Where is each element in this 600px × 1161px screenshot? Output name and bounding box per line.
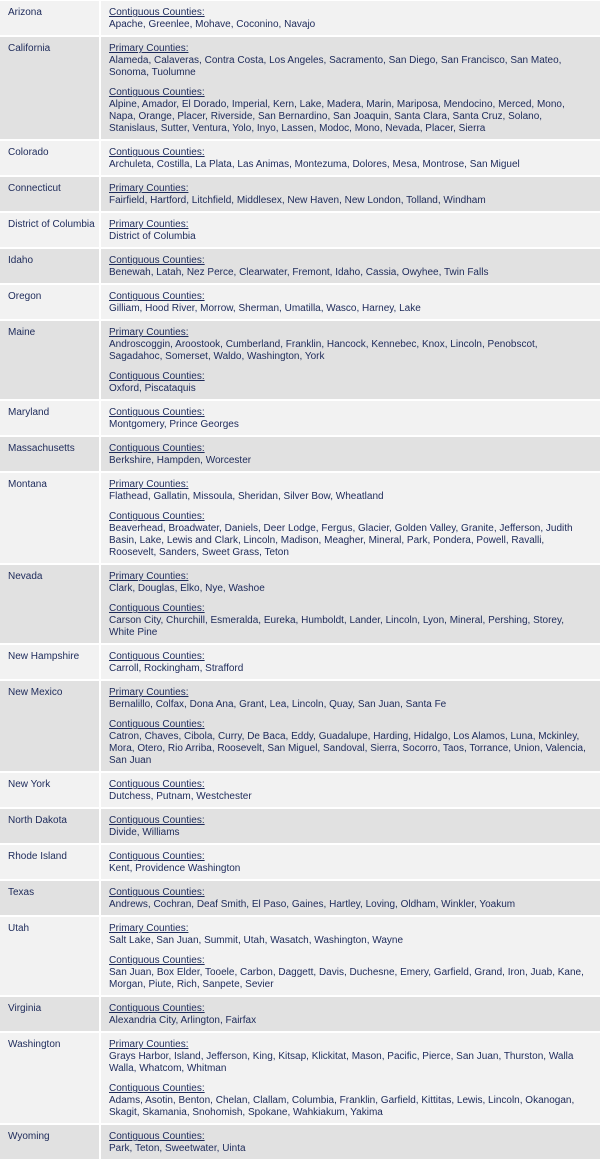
state-name: New Mexico (0, 681, 101, 771)
county-cell (101, 321, 600, 399)
county-group-label: Contiguous Counties: (109, 719, 205, 730)
state-name: Nevada (0, 565, 101, 643)
county-group (109, 291, 592, 315)
county-group (109, 571, 592, 595)
county-group-label: Contiguous Counties: (109, 955, 205, 966)
county-group (109, 1083, 592, 1119)
table-row (0, 681, 600, 773)
county-cell (101, 1033, 600, 1123)
county-list: Kent, Providence Washington (109, 863, 241, 874)
table-row (0, 809, 600, 845)
county-group (109, 955, 592, 991)
table-row (0, 1, 600, 37)
county-group-label: Contiguous Counties: (109, 371, 205, 382)
county-group-label: Contiguous Counties: (109, 851, 205, 862)
county-cell (101, 645, 600, 679)
state-name: Oregon (0, 285, 101, 319)
county-group-label: Contiguous Counties: (109, 511, 205, 522)
county-cell (101, 881, 600, 915)
county-group-label: Primary Counties: (109, 687, 189, 698)
county-list: Park, Teton, Sweetwater, Uinta (109, 1143, 246, 1154)
county-list: District of Columbia (109, 231, 196, 242)
table-row (0, 141, 600, 177)
county-list: Bernalillo, Colfax, Dona Ana, Grant, Lea, Lincoln, Quay, San Juan, Santa Fe (109, 699, 447, 710)
county-list: San Juan, Box Elder, Tooele, Carbon, Daggett, Davis, Duchesne, Emery, Garfield, Grand, Iron, Juab, Kane, Morgan, Piute, Rich, Sanpete, Sevier (109, 967, 584, 990)
county-group (109, 147, 592, 171)
county-cell (101, 681, 600, 771)
table-row (0, 1125, 600, 1161)
county-group (109, 443, 592, 467)
table-row (0, 401, 600, 437)
county-list: Divide, Williams (109, 827, 180, 838)
state-name: Rhode Island (0, 845, 101, 879)
county-group-label: Primary Counties: (109, 183, 189, 194)
state-name: Arizona (0, 1, 101, 35)
county-cell (101, 437, 600, 471)
county-group (109, 719, 592, 767)
county-list: Carson City, Churchill, Esmeralda, Eureka, Humboldt, Lander, Lincoln, Lyon, Mineral, Pershing, Storey, White Pine (109, 615, 565, 638)
county-group-label: Contiguous Counties: (109, 603, 205, 614)
county-group (109, 851, 592, 875)
county-cell (101, 1125, 600, 1159)
county-group-label: Primary Counties: (109, 219, 189, 230)
county-cell (101, 141, 600, 175)
state-name: Wyoming (0, 1125, 101, 1159)
county-list: Dutchess, Putnam, Westchester (109, 791, 252, 802)
county-group (109, 407, 592, 431)
county-group (109, 815, 592, 839)
county-list: Oxford, Piscataquis (109, 383, 196, 394)
county-cell (101, 997, 600, 1031)
county-list: Beaverhead, Broadwater, Daniels, Deer Lodge, Fergus, Glacier, Golden Valley, Granite, Jefferson, Judith Basin, Lake, Lewis and Clark, Lincoln, Madison, Meagher, Mineral, Park, Pondera, Powell, Ravalli, Roosevelt, Sanders, Sweet Grass, Teton (109, 523, 573, 558)
county-cell (101, 773, 600, 807)
county-group (109, 327, 592, 363)
county-group-label: Primary Counties: (109, 1039, 189, 1050)
state-name: Virginia (0, 997, 101, 1031)
county-list: Carroll, Rockingham, Strafford (109, 663, 244, 674)
table-row (0, 845, 600, 881)
county-list: Andrews, Cochran, Deaf Smith, El Paso, Gaines, Hartley, Loving, Oldham, Winkler, Yoakum (109, 899, 516, 910)
state-name: Montana (0, 473, 101, 563)
table-row (0, 773, 600, 809)
county-list: Clark, Douglas, Elko, Nye, Washoe (109, 583, 265, 594)
county-list: Archuleta, Costilla, La Plata, Las Animas, Montezuma, Dolores, Mesa, Montrose, San Miguel (109, 159, 520, 170)
state-name: New York (0, 773, 101, 807)
county-list: Benewah, Latah, Nez Perce, Clearwater, Fremont, Idaho, Cassia, Owyhee, Twin Falls (109, 267, 489, 278)
county-cell (101, 1, 600, 35)
county-group (109, 687, 592, 711)
county-group-label: Contiguous Counties: (109, 1083, 205, 1094)
state-name: North Dakota (0, 809, 101, 843)
state-name: Massachusetts (0, 437, 101, 471)
table-row (0, 321, 600, 401)
table-row (0, 645, 600, 681)
county-list: Alpine, Amador, El Dorado, Imperial, Kern, Lake, Madera, Marin, Mariposa, Mendocino, Merced, Mono, Napa, Orange, Placer, Riverside, San Bernardino, San Joaquin, Santa Clara, Santa Cruz, Solano, Stanislaus, Sutter, Ventura, Yolo, Inyo, Lassen, Modoc, Mono, Nevada, Placer, Sierra (109, 99, 565, 134)
state-name: California (0, 37, 101, 139)
state-name: District of Columbia (0, 213, 101, 247)
county-group-label: Contiguous Counties: (109, 651, 205, 662)
county-group (109, 371, 592, 395)
state-name: Connecticut (0, 177, 101, 211)
county-group (109, 7, 592, 31)
table-row (0, 177, 600, 213)
county-group (109, 923, 592, 947)
county-list: Alameda, Calaveras, Contra Costa, Los Angeles, Sacramento, San Diego, San Francisco, San Mateo, Sonoma, Tuolumne (109, 55, 562, 78)
table-row (0, 249, 600, 285)
county-cell (101, 845, 600, 879)
county-list: Androscoggin, Aroostook, Cumberland, Franklin, Hancock, Kennebec, Knox, Lincoln, Penobscot, Sagadahoc, Somerset, Waldo, Washington, York (109, 339, 538, 362)
county-list: Salt Lake, San Juan, Summit, Utah, Wasatch, Washington, Wayne (109, 935, 404, 946)
county-group (109, 1131, 592, 1155)
county-group (109, 255, 592, 279)
county-cell (101, 565, 600, 643)
county-group (109, 779, 592, 803)
county-group-label: Contiguous Counties: (109, 291, 205, 302)
county-group-label: Contiguous Counties: (109, 7, 205, 18)
county-cell (101, 401, 600, 435)
state-name: New Hampshire (0, 645, 101, 679)
county-list: Catron, Chaves, Cibola, Curry, De Baca, Eddy, Guadalupe, Harding, Hidalgo, Los Alamos, Luna, Mckinley, Mora, Otero, Rio Arriba, Roosevelt, San Miguel, Sandoval, Sierra, Socorro, Taos, Torrance, Union, Valencia, San Juan (109, 731, 586, 766)
county-group (109, 511, 592, 559)
county-group-label: Primary Counties: (109, 479, 189, 490)
county-group (109, 1039, 592, 1075)
county-cell (101, 473, 600, 563)
state-name: Texas (0, 881, 101, 915)
state-name: Utah (0, 917, 101, 995)
table-row (0, 881, 600, 917)
table-row (0, 565, 600, 645)
county-list: Adams, Asotin, Benton, Chelan, Clallam, Columbia, Franklin, Garfield, Kittitas, Lewis, Lincoln, Okanogan, Skagit, Skamania, Snohomish, Spokane, Wahkiakum, Yakima (109, 1095, 575, 1118)
county-group (109, 603, 592, 639)
table-row (0, 437, 600, 473)
county-group-label: Contiguous Counties: (109, 443, 205, 454)
county-list: Gilliam, Hood River, Morrow, Sherman, Umatilla, Wasco, Harney, Lake (109, 303, 421, 314)
county-cell (101, 37, 600, 139)
county-group (109, 1003, 592, 1027)
state-name: Colorado (0, 141, 101, 175)
county-group-label: Contiguous Counties: (109, 147, 205, 158)
county-list: Apache, Greenlee, Mohave, Coconino, Navajo (109, 19, 316, 30)
county-cell (101, 917, 600, 995)
county-list: Berkshire, Hampden, Worcester (109, 455, 252, 466)
county-group-label: Contiguous Counties: (109, 1003, 205, 1014)
county-group (109, 43, 592, 79)
county-group-label: Contiguous Counties: (109, 815, 205, 826)
table-row (0, 917, 600, 997)
county-group-label: Contiguous Counties: (109, 255, 205, 266)
county-group-label: Contiguous Counties: (109, 1131, 205, 1142)
state-name: Maine (0, 321, 101, 399)
table-row (0, 37, 600, 141)
county-group (109, 651, 592, 675)
county-group (109, 219, 592, 243)
state-name: Washington (0, 1033, 101, 1123)
county-cell (101, 177, 600, 211)
county-group-label: Contiguous Counties: (109, 887, 205, 898)
county-group-label: Primary Counties: (109, 571, 189, 582)
table-row (0, 997, 600, 1033)
county-cell (101, 285, 600, 319)
table-row (0, 1033, 600, 1125)
county-list: Grays Harbor, Island, Jefferson, King, Kitsap, Klickitat, Mason, Pacific, Pierce, San Juan, Thurston, Walla Walla, Whatcom, Whitman (109, 1051, 574, 1074)
county-group-label: Contiguous Counties: (109, 779, 205, 790)
county-cell (101, 809, 600, 843)
table-row (0, 285, 600, 321)
county-group-label: Contiguous Counties: (109, 87, 205, 98)
county-cell (101, 213, 600, 247)
county-group-label: Primary Counties: (109, 43, 189, 54)
county-group (109, 479, 592, 503)
county-list: Flathead, Gallatin, Missoula, Sheridan, Silver Bow, Wheatland (109, 491, 384, 502)
county-group-label: Primary Counties: (109, 923, 189, 934)
table-row (0, 473, 600, 565)
state-name: Maryland (0, 401, 101, 435)
state-name: Idaho (0, 249, 101, 283)
county-group (109, 887, 592, 911)
county-cell (101, 249, 600, 283)
county-group-label: Contiguous Counties: (109, 407, 205, 418)
county-list: Fairfield, Hartford, Litchfield, Middlesex, New Haven, New London, Tolland, Windham (109, 195, 486, 206)
county-group (109, 87, 592, 135)
county-group-label: Primary Counties: (109, 327, 189, 338)
table-row (0, 213, 600, 249)
county-list: Alexandria City, Arlington, Fairfax (109, 1015, 257, 1026)
county-list: Montgomery, Prince Georges (109, 419, 239, 430)
county-group (109, 183, 592, 207)
